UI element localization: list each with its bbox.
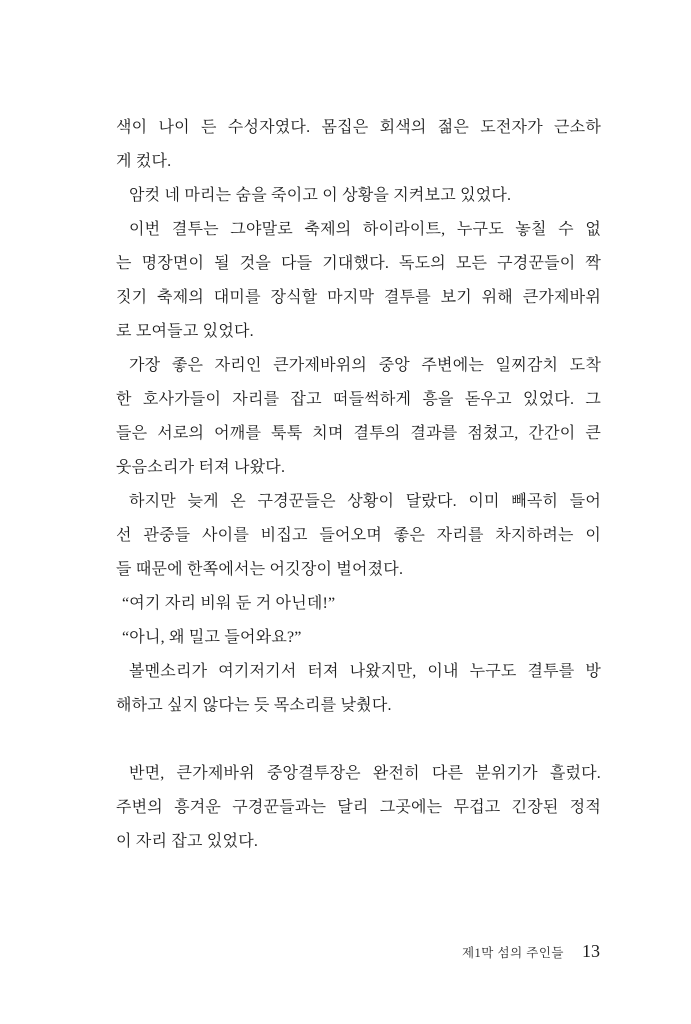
text-line: 선 관중들 사이를 비집고 들어오며 좋은 자리를 차지하려는 이 [116,527,601,544]
paragraph-dialogue [116,621,601,655]
body-text [116,111,601,859]
text-line: 짓기 축제의 대미를 장식할 마지막 결투를 보기 위해 큰가제바위 [116,289,601,306]
text-line: 이 자리 잡고 있었다. [116,833,259,850]
text-line: 이번 결투는 그야말로 축제의 하이라이트, 누구도 놓칠 수 없 [129,221,601,238]
footer-chapter-title: 제1막 섬의 주인들 [461,946,564,960]
text-line: 웃음소리가 터져 나왔다. [116,459,286,476]
paragraph [116,485,601,587]
text-line: 한 호사가들이 자리를 잡고 떠들썩하게 흥을 돋우고 있었다. 그 [116,391,601,408]
text-line: 주변의 흥겨운 구경꾼들과는 달리 그곳에는 무겁고 긴장된 정적 [116,799,601,816]
paragraph [116,655,601,723]
text-line: 색이 나이 든 수성자였다. 몸집은 회색의 젊은 도전자가 근소하 [116,119,601,136]
text-line: 반면, 큰가제바위 중앙결투장은 완전히 다른 분위기가 흘렀다. [129,765,601,782]
text-line: 로 모여들고 있었다. [116,323,254,340]
paragraph-dialogue [116,587,601,621]
paragraph [116,213,601,349]
paragraph [116,349,601,485]
text-line: 해하고 싶지 않다는 듯 목소리를 낮췄다. [116,697,392,714]
paragraph [116,179,601,213]
text-line: 하지만 늦게 온 구경꾼들은 상황이 달랐다. 이미 빼곡히 들어 [129,493,601,510]
text-line: 가장 좋은 자리인 큰가제바위의 중앙 주변에는 일찌감치 도착 [129,357,601,374]
text-line: “아니, 왜 밀고 들어와요?” [122,629,302,646]
text-line: 볼멘소리가 여기저기서 터져 나왔지만, 이내 누구도 결투를 방 [129,663,601,680]
text-line: 게 컸다. [116,153,172,170]
footer-page-number: 13 [582,941,600,961]
paragraph [116,757,601,859]
paragraph [116,111,601,179]
text-line: 들 때문에 한쪽에서는 어깃장이 벌어졌다. [116,561,404,578]
text-line: 는 명장면이 될 것을 다들 기대했다. 독도의 모든 구경꾼들이 짝 [116,255,601,272]
text-line: “여기 자리 비워 둔 거 아닌데!” [122,595,336,612]
text-line: 암컷 네 마리는 숨을 죽이고 이 상황을 지켜보고 있었다. [129,187,512,204]
page-footer [0,941,600,962]
text-line: 들은 서로의 어깨를 툭툭 치며 결투의 결과를 점쳤고, 간간이 큰 [116,425,601,442]
